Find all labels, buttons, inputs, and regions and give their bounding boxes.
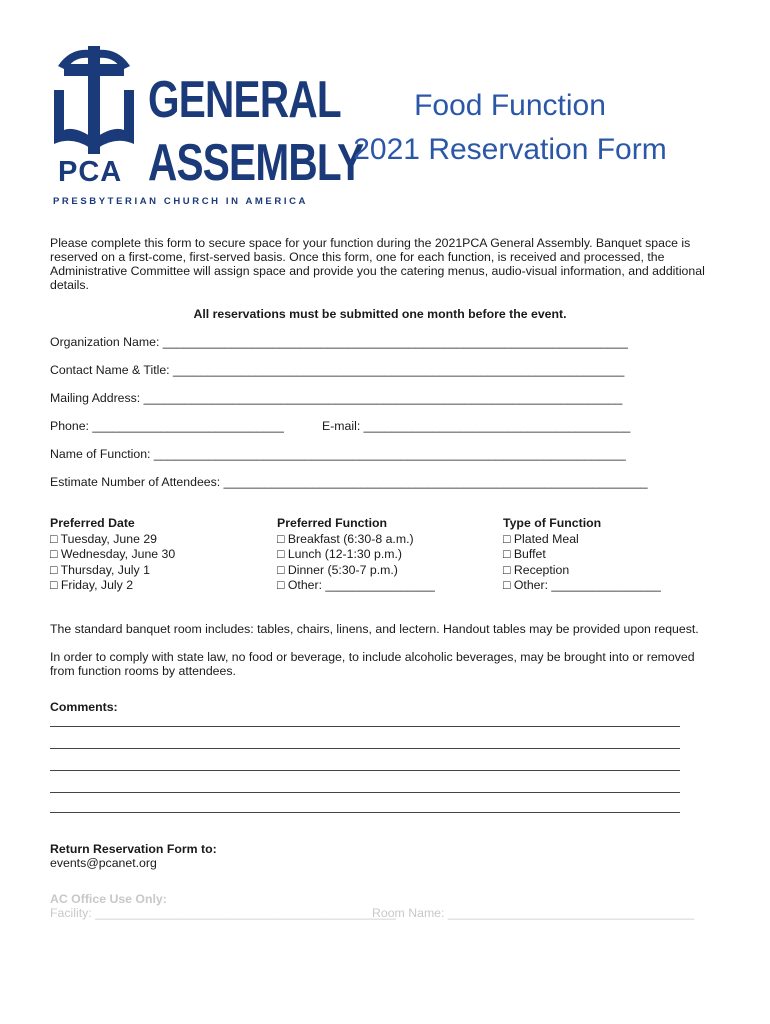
preferred-date-heading: Preferred Date (50, 516, 135, 530)
preferred-function-heading: Preferred Function (277, 516, 388, 530)
deadline-notice: All reservations must be submitted one month before the event. (193, 307, 567, 321)
state-law-note: In order to comply with state law, no food or beverage, to include alcoholic beverages, may be brought into or removed from function rooms by attendees. (50, 650, 695, 678)
intro-paragraph: Please complete this form to secure space for your function during the 2021PCA General Assembly. Banquet space is reserved on a first-come, first-served basis. Once this form, one for each function, is received and processed, the Administrative Committee will assign space and provide you the catering menus, audio-visual information, and additional details. (50, 236, 705, 292)
form-title-line-1: Food Function (414, 89, 606, 122)
function-name-field[interactable]: Name of Function: _____________________________________________________________________ (50, 447, 626, 461)
attendees-estimate-field[interactable]: Estimate Number of Attendees: ______________________________________________________________ (50, 475, 648, 489)
function-type-heading: Type of Function (503, 516, 602, 530)
type-option-reception[interactable]: □ Reception (503, 562, 570, 577)
type-option-other[interactable]: □ Other: ________________ (503, 578, 661, 592)
office-use-label: AC Office Use Only: (50, 892, 167, 906)
comment-line-4[interactable] (50, 792, 680, 793)
email-field[interactable]: E-mail: _______________________________________ (322, 419, 631, 433)
logo-subtitle: PRESBYTERIAN CHURCH IN AMERICA (53, 196, 308, 207)
banquet-room-note: The standard banquet room includes: tables, chairs, linens, and lectern. Handout tables may be provided upon request. (50, 622, 699, 636)
function-option-dinner[interactable]: □ Dinner (5:30-7 p.m.) (277, 562, 398, 577)
mailing-address-field[interactable]: Mailing Address: ______________________________________________________________________ (50, 391, 623, 405)
preferred-date-column (50, 516, 175, 594)
phone-field[interactable]: Phone: ____________________________ (50, 419, 284, 433)
logo-assembly-text: ASSEMBLY (148, 134, 364, 192)
function-option-breakfast[interactable]: □ Breakfast (6:30-8 a.m.) (277, 531, 414, 546)
logo-general-text: GENERAL (148, 71, 341, 129)
contact-name-title-field[interactable]: Contact Name & Title: __________________________________________________________________ (50, 363, 625, 377)
pca-general-assembly-logo (50, 44, 364, 214)
comment-line-2[interactable] (50, 748, 680, 749)
organization-name-field[interactable]: Organization Name: ____________________________________________________________________ (50, 335, 628, 349)
type-option-plated-meal[interactable]: □ Plated Meal (503, 531, 579, 546)
function-option-lunch[interactable]: □ Lunch (12-1:30 p.m.) (277, 547, 402, 561)
office-room-name-field: Room Name: ____________________________________ (372, 906, 695, 920)
function-type-column (503, 516, 661, 594)
date-option-wednesday[interactable]: □ Wednesday, June 30 (50, 547, 176, 561)
date-option-friday[interactable]: □ Friday, July 2 (50, 578, 134, 592)
type-option-buffet[interactable]: □ Buffet (503, 547, 546, 561)
preferred-function-column (277, 516, 435, 594)
logo-pca-text: PCA (58, 156, 123, 188)
date-option-tuesday[interactable]: □ Tuesday, June 29 (50, 531, 158, 546)
comment-line-3[interactable] (50, 770, 680, 771)
cross-bible-icon (50, 44, 140, 164)
comment-line-5[interactable] (50, 812, 680, 813)
return-label: Return Reservation Form to: (50, 842, 217, 856)
return-email: events@pcanet.org (50, 856, 157, 870)
comments-label: Comments: (50, 700, 118, 714)
function-option-other[interactable]: □ Other: ________________ (277, 578, 435, 592)
form-title-line-2: 2021 Reservation Form (353, 133, 667, 166)
office-facility-field: Facility: ____________________________________________ (50, 906, 397, 920)
date-option-thursday[interactable]: □ Thursday, July 1 (50, 562, 150, 577)
comment-line-1[interactable] (50, 726, 680, 727)
